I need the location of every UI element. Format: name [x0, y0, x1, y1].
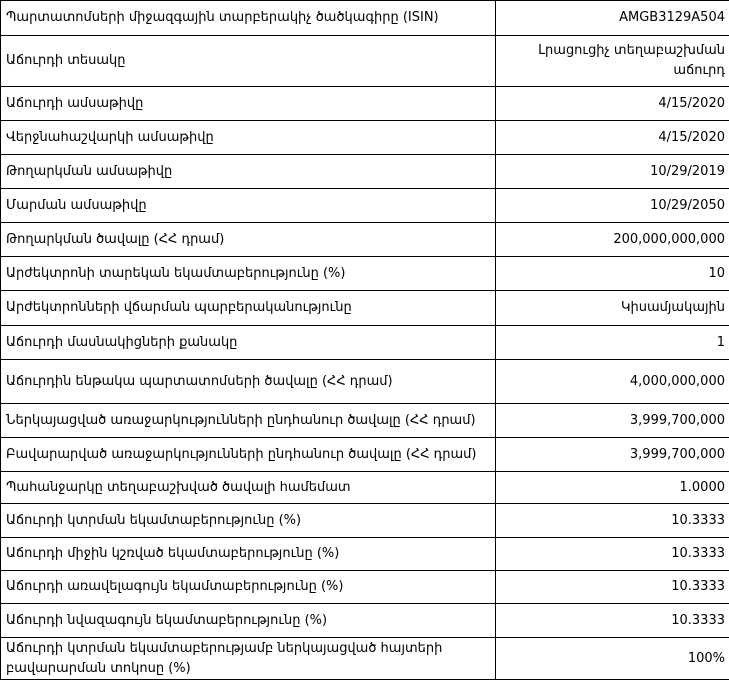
row-label: Աճուրդի տեսակը	[1, 36, 496, 87]
row-label: Աճուրդի մասնակիցների քանակը	[1, 326, 496, 360]
table-row-auction-volume	[1, 360, 729, 404]
table-row-settlement-date	[1, 121, 729, 155]
row-value: AMGB3129A504	[496, 1, 729, 36]
table-row-cutoff-yield	[1, 504, 729, 538]
table-row-cutoff-fill-percent	[1, 638, 729, 680]
row-value: 10/29/2050	[496, 189, 729, 223]
row-label: Աճուրդի ամսաթիվը	[1, 87, 496, 121]
row-value: 1.0000	[496, 472, 729, 504]
table-row-min-yield	[1, 604, 729, 638]
row-label: Արժեկտրոնների վճարման պարբերականությունը	[1, 291, 496, 326]
row-label: Ներկայացված առաջարկությունների ընդհանուր ծավալը (ՀՀ դրամ)	[1, 404, 496, 438]
row-label: Արժեկտրոնի տարեկան եկամտաբերությունը (%)	[1, 257, 496, 291]
row-label: Պահանջարկը տեղաբաշխված ծավալի համեմատ	[1, 472, 496, 504]
row-label: Աճուրդի առավելագույն եկամտաբերությունը (%)	[1, 571, 496, 604]
row-value: 4,000,000,000	[496, 360, 729, 404]
row-value: 3,999,700,000	[496, 404, 729, 438]
row-label: Աճուրդի միջին կշռված եկամտաբերությունը (%)	[1, 538, 496, 571]
table-row-issue-volume	[1, 223, 729, 257]
table-row-demand-ratio	[1, 472, 729, 504]
row-label: Բավարարված առաջարկությունների ընդհանուր ծավալը (ՀՀ դրամ)	[1, 438, 496, 472]
table-row-bids-satisfied	[1, 438, 729, 472]
row-value: 10.3333	[496, 571, 729, 604]
row-label: Պարտատոմսերի միջազգային տարբերակիչ ծածկագիրը (ISIN)	[1, 1, 496, 36]
row-value: 10	[496, 257, 729, 291]
table-row-maturity-date	[1, 189, 729, 223]
row-value: 10.3333	[496, 604, 729, 638]
row-value: 200,000,000,000	[496, 223, 729, 257]
row-value: 1	[496, 326, 729, 360]
row-label: Աճուրդի կտրման եկամտաբերությամբ ներկայացված հայտերի բավարարման տոկոսը (%)	[1, 638, 496, 680]
row-value: 4/15/2020	[496, 121, 729, 155]
row-value: 10/29/2019	[496, 155, 729, 189]
table-row-max-yield	[1, 571, 729, 604]
row-label: Թողարկման ամսաթիվը	[1, 155, 496, 189]
row-value: 10.3333	[496, 538, 729, 571]
table-row-coupon-rate	[1, 257, 729, 291]
table-row-weighted-avg-yield	[1, 538, 729, 571]
table-row-participants	[1, 326, 729, 360]
table-row-issue-date	[1, 155, 729, 189]
table-row-auction-type	[1, 36, 729, 87]
row-label: Թողարկման ծավալը (ՀՀ դրամ)	[1, 223, 496, 257]
table-row-auction-date	[1, 87, 729, 121]
row-value: Լրացուցիչ տեղաբաշխման աճուրդ	[496, 36, 729, 87]
row-label: Աճուրդին ենթակա պարտատոմսերի ծավալը (ՀՀ դրամ)	[1, 360, 496, 404]
row-value: 3,999,700,000	[496, 438, 729, 472]
row-value: 4/15/2020	[496, 87, 729, 121]
row-label: Աճուրդի կտրման եկամտաբերությունը (%)	[1, 504, 496, 538]
row-label: Աճուրդի նվազագույն եկամտաբերությունը (%)	[1, 604, 496, 638]
row-value: 100%	[496, 638, 729, 680]
row-value: Կիսամյակային	[496, 291, 729, 326]
table-row-coupon-frequency	[1, 291, 729, 326]
table-body	[1, 1, 729, 680]
row-label: Վերջնահաշվարկի ամսաթիվը	[1, 121, 496, 155]
table-row-bids-submitted	[1, 404, 729, 438]
table-row-isin	[1, 1, 729, 36]
row-value: 10.3333	[496, 504, 729, 538]
row-label: Մարման ամսաթիվը	[1, 189, 496, 223]
